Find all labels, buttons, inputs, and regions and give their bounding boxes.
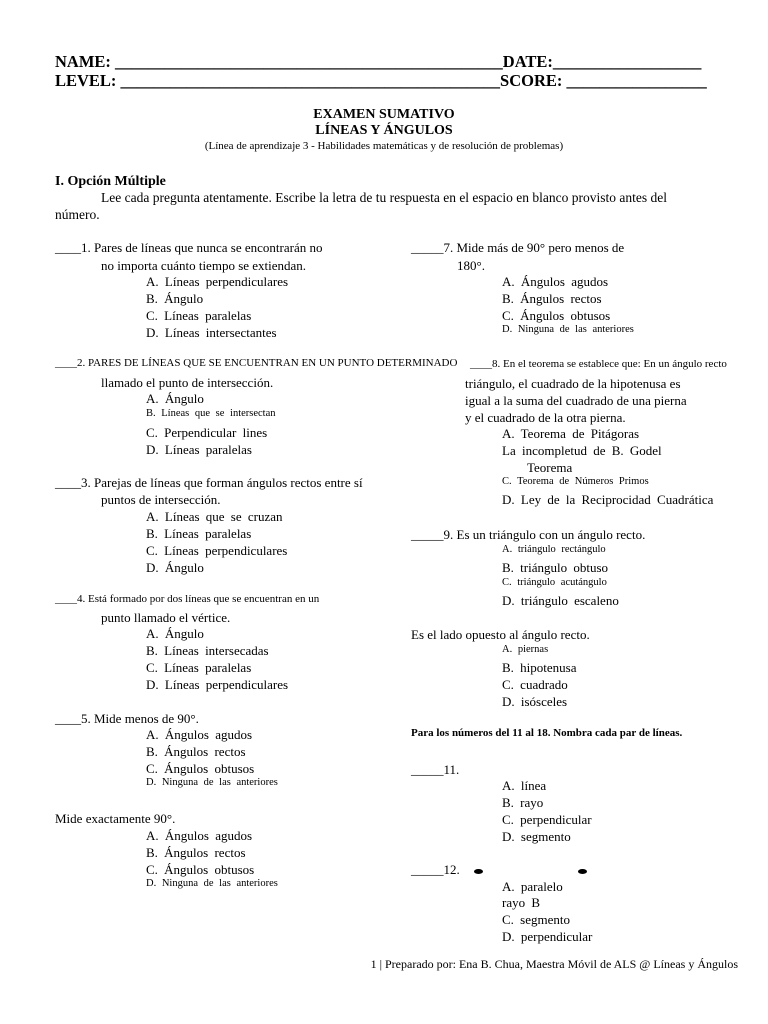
- question-10: Es el lado opuesto al ángulo recto.: [411, 627, 590, 642]
- q2-option-d: D. Líneas paralelas: [146, 442, 252, 457]
- q9-option-c: C. triángulo acutángulo: [502, 577, 607, 588]
- question-8-cont3: y el cuadrado de la otra pierna.: [465, 410, 626, 425]
- question-7-cont: 180°.: [457, 258, 485, 273]
- question-5: ____5. Mide menos de 90°.: [55, 711, 199, 726]
- q12-option-c: C. segmento: [502, 912, 570, 927]
- question-9: _____9. Es un triángulo con un ángulo recto.: [411, 527, 646, 542]
- question-1-cont: no importa cuánto tiempo se extiendan.: [101, 258, 307, 273]
- question-2: ____2. PARES DE LÍNEAS QUE SE ENCUENTRAN EN UN PUNTO DETERMINADO: [55, 357, 458, 369]
- q7-option-c: C. Ángulos obtusos: [502, 308, 611, 323]
- q11-option-c: C. perpendicular: [502, 812, 592, 827]
- q10-option-b: B. hipotenusa: [502, 660, 577, 675]
- question-11: _____11.: [411, 762, 460, 777]
- q3-option-b: B. Líneas paralelas: [146, 526, 252, 541]
- question-12: _____12.: [411, 862, 460, 877]
- q4-option-c: C. Líneas paralelas: [146, 660, 252, 675]
- q9-option-a: A. triángulo rectángulo: [502, 544, 606, 555]
- q3-option-d: D. Ángulo: [146, 560, 204, 575]
- q6-option-d: D. Ninguna de las anteriores: [146, 878, 278, 889]
- q10-option-c: C. cuadrado: [502, 677, 568, 692]
- exam-topic: LÍNEAS Y ÁNGULOS: [315, 123, 453, 138]
- q4-option-d: D. Líneas perpendiculares: [146, 677, 289, 692]
- page-footer: 1 | Preparado por: Ena B. Chua, Maestra Móvil de ALS @ Líneas y Ángulos: [370, 957, 738, 971]
- q4-option-a: A. Ángulo: [146, 626, 204, 641]
- question-8-cont1: triángulo, el cuadrado de la hipotenusa es: [465, 376, 681, 391]
- exam-subtitle: (Línea de aprendizaje 3 - Habilidades matemáticas y de resolución de problemas): [204, 140, 564, 152]
- point-right-icon: [578, 869, 587, 874]
- section-heading: I. Opción Múltiple: [55, 174, 166, 189]
- q6-option-a: A. Ángulos agudos: [146, 828, 253, 843]
- q2-option-b: B. Líneas que se intersectan: [146, 408, 276, 419]
- question-8-cont2: igual a la suma del cuadrado de una pierna: [465, 393, 687, 408]
- q3-option-a: A. Líneas que se cruzan: [146, 509, 283, 524]
- name-line: NAME: _______________________________________________DATE:__________________: [55, 52, 702, 71]
- exam-title: EXAMEN SUMATIVO: [313, 107, 455, 122]
- q10-option-a: A. piernas: [502, 644, 549, 655]
- q1-option-a: A. Líneas perpendiculares: [146, 274, 289, 289]
- q5-option-b: B. Ángulos rectos: [146, 744, 246, 759]
- question-3-cont: puntos de intersección.: [101, 492, 221, 507]
- level-line: LEVEL: ______________________________________________SCORE: _________________: [55, 71, 707, 90]
- instructions: Lee cada pregunta atentamente. Escribe la letra de tu respuesta en el espacio en blanco provisto antes del: [101, 190, 667, 205]
- q7-option-d: D. Ninguna de las anteriores: [502, 324, 634, 335]
- section-2-heading: Para los números del 11 al 18. Nombra cada par de líneas.: [411, 727, 683, 739]
- instructions-cont: número.: [55, 207, 100, 222]
- q4-option-b: B. Líneas intersecadas: [146, 643, 269, 658]
- q6-option-b: B. Ángulos rectos: [146, 845, 246, 860]
- question-4-cont: punto llamado el vértice.: [101, 610, 231, 625]
- q9-option-d: D. triángulo escaleno: [502, 593, 619, 608]
- q11-option-b: B. rayo: [502, 795, 544, 810]
- point-left-icon: [474, 869, 483, 874]
- q12-option-d: D. perpendicular: [502, 929, 593, 944]
- q1-option-b: B. Ángulo: [146, 291, 204, 306]
- q3-option-c: C. Líneas perpendiculares: [146, 543, 288, 558]
- q1-option-c: C. Líneas paralelas: [146, 308, 252, 323]
- q8-option-c: C. Teorema de Números Primos: [502, 476, 649, 487]
- q9-option-b: B. triángulo obtuso: [502, 560, 609, 575]
- question-8: ____8. En el teorema se establece que: En un ángulo recto: [470, 358, 727, 370]
- q2-option-a: A. Ángulo: [146, 391, 204, 406]
- q1-option-d: D. Líneas intersectantes: [146, 325, 277, 340]
- q5-option-d: D. Ninguna de las anteriores: [146, 777, 278, 788]
- q5-option-c: C. Ángulos obtusos: [146, 761, 255, 776]
- q8-option-a: A. Teorema de Pitágoras: [502, 426, 640, 441]
- q12-option-b: rayo B: [502, 895, 541, 910]
- question-2-cont: llamado el punto de intersección.: [101, 375, 274, 390]
- q7-option-b: B. Ángulos rectos: [502, 291, 602, 306]
- question-4: ____4. Está formado por dos líneas que se encuentran en un: [55, 593, 320, 605]
- question-3: ____3. Parejas de líneas que forman ángulos rectos entre sí: [55, 475, 363, 490]
- q11-option-a: A. línea: [502, 778, 547, 793]
- question-6: Mide exactamente 90°.: [55, 811, 176, 826]
- q8-option-b-cont: Teorema: [527, 460, 573, 475]
- q7-option-a: A. Ángulos agudos: [502, 274, 609, 289]
- q5-option-a: A. Ángulos agudos: [146, 727, 253, 742]
- q2-option-c: C. Perpendicular lines: [146, 425, 268, 440]
- q11-option-d: D. segmento: [502, 829, 571, 844]
- q8-option-d: D. Ley de la Reciprocidad Cuadrática: [502, 492, 714, 507]
- q10-option-d: D. isósceles: [502, 694, 568, 709]
- question-1: ____1. Pares de líneas que nunca se encontrarán no: [55, 240, 323, 255]
- q8-option-b: La incompletud de B. Godel: [502, 443, 662, 458]
- q6-option-c: C. Ángulos obtusos: [146, 862, 255, 877]
- q12-option-a: A. paralelo: [502, 879, 563, 894]
- question-7: _____7. Mide más de 90° pero menos de: [411, 240, 625, 255]
